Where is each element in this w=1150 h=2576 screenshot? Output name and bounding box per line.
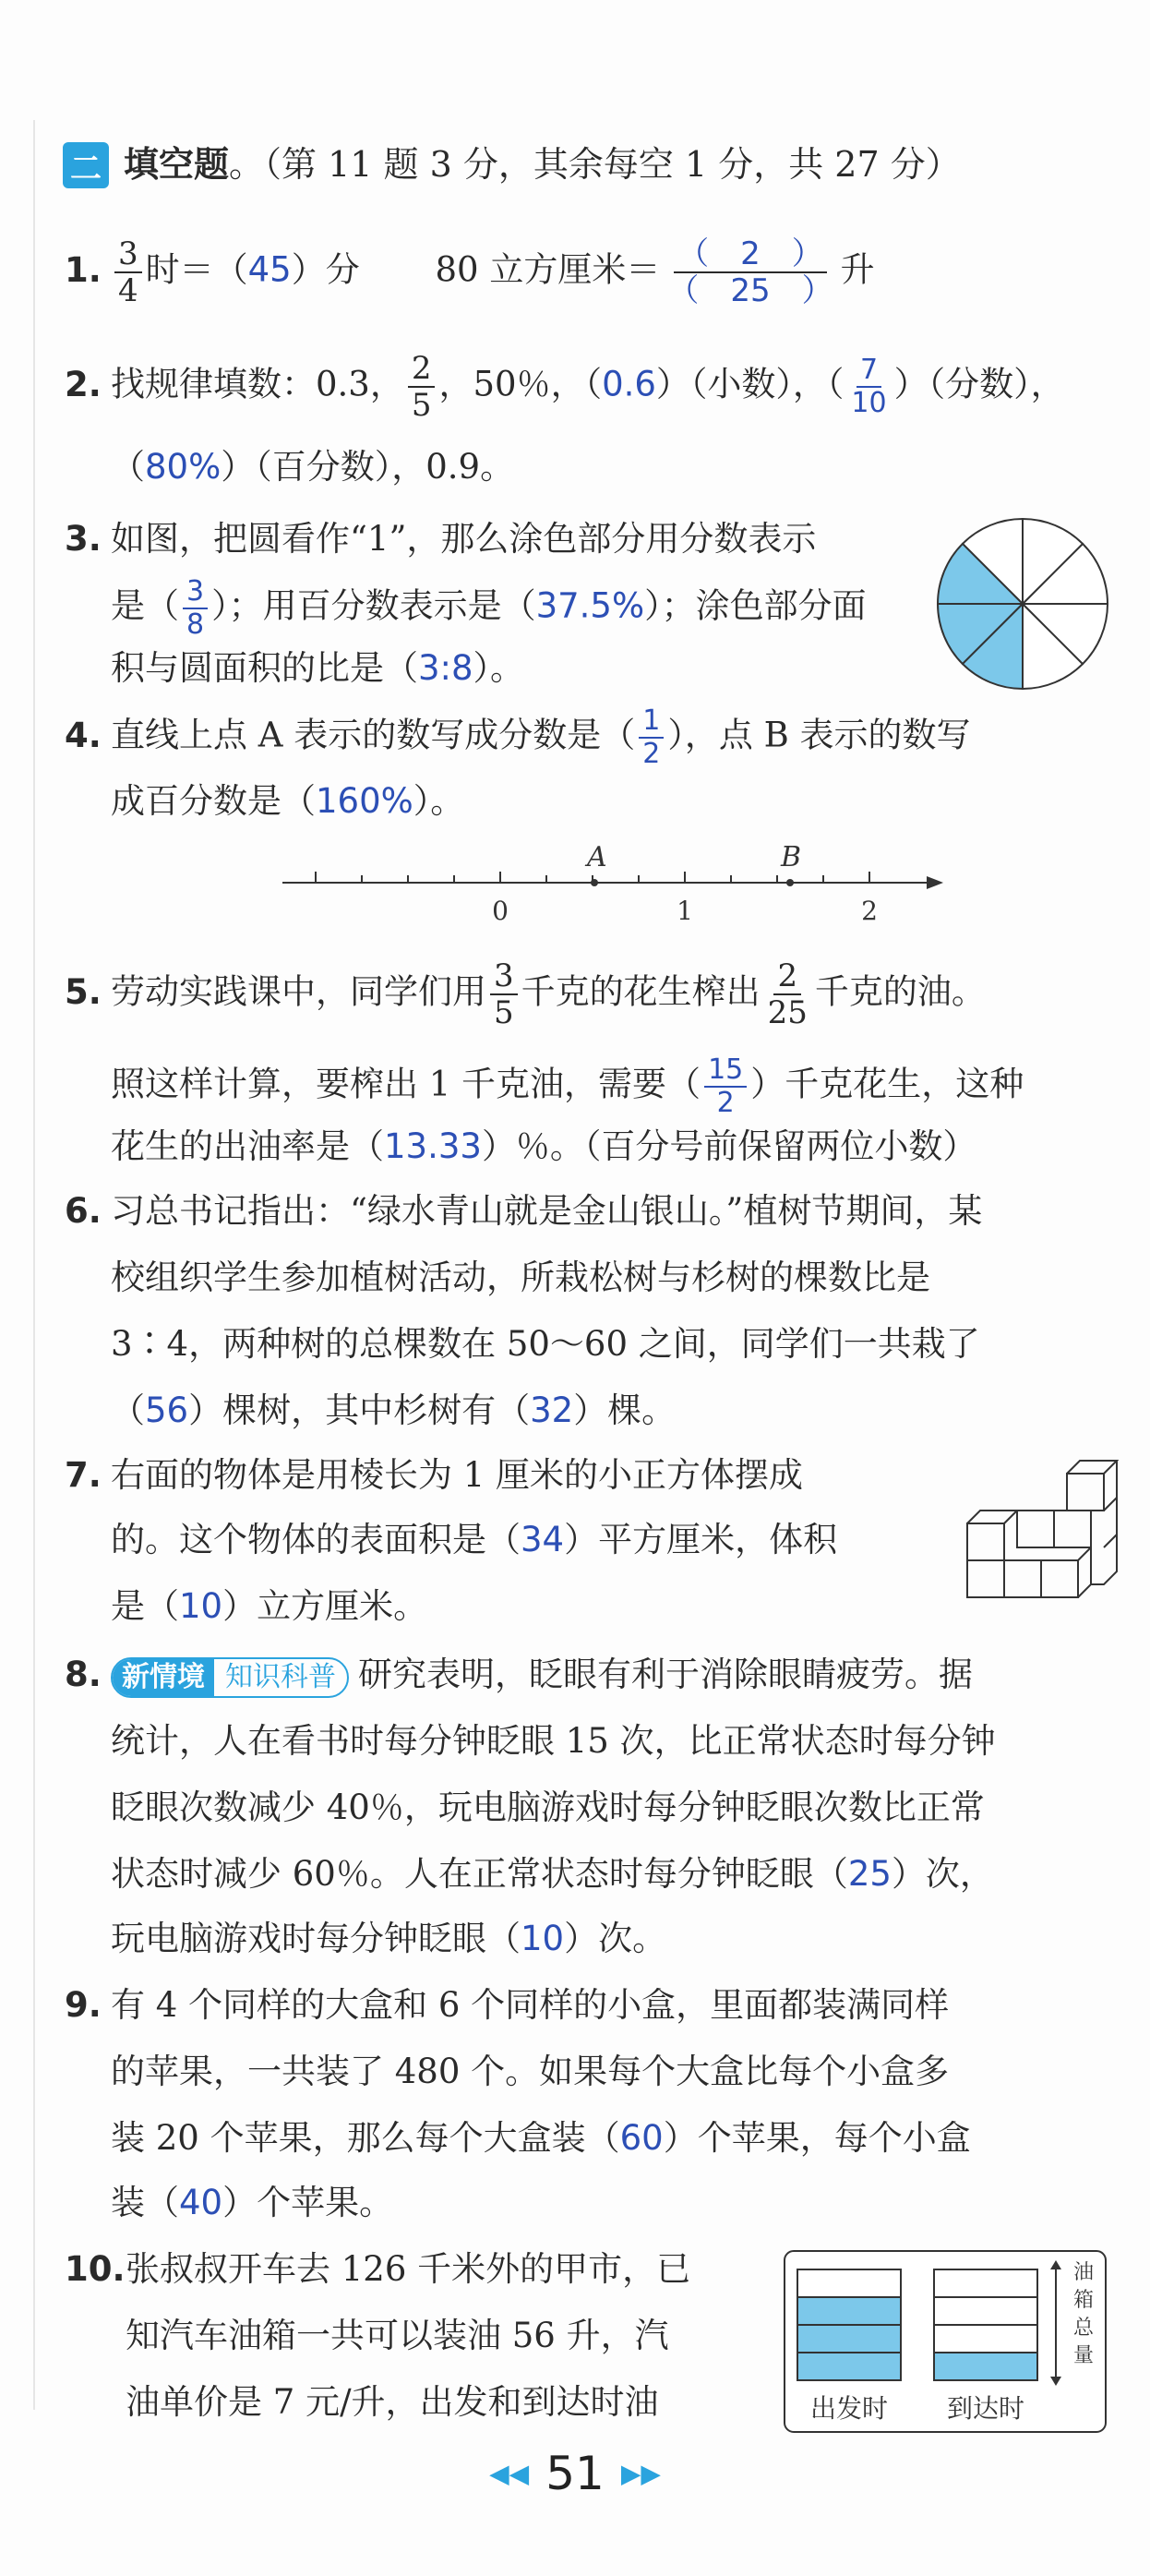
answer: 56: [145, 1390, 189, 1430]
question-9-line-4: 装（40）个苹果。: [111, 2183, 394, 2222]
answer-fraction: $\frac{( 2 )}{( 25 )}$: [667, 235, 833, 309]
question-10: 10.张叔叔开车去 126 千米外的甲市，已: [65, 2244, 690, 2295]
label-start: 出发时: [809, 2393, 889, 2424]
answer: 40: [179, 2183, 223, 2222]
question-8-line-5: 玩电脑游戏时每分钟眨眼（10）次。: [111, 1919, 667, 1958]
question-1: 1. $\frac{3}{4}$ 时＝（45）分 80 立方厘米＝ $\frac{( 2 )}{( 25 )}$ 升: [65, 235, 875, 309]
tank-segment: [934, 2297, 1037, 2325]
question-7: 7. 右面的物体是用棱长为 1 厘米的小正方体摆成: [65, 1450, 803, 1501]
question-3-line-2: 是（ $\frac{3}{8}$ ）；用百分数表示是（37.5%）；涂色部分面: [111, 575, 867, 641]
fuel-tank-figure: [783, 2249, 1108, 2434]
question-2-line-2: （80%）（百分数），0.9。: [111, 447, 515, 487]
cube-figure: [964, 1451, 1120, 1605]
tag-science: 知识科普: [225, 1660, 336, 1693]
tank-segment: [934, 2269, 1037, 2297]
point-b: [786, 879, 794, 886]
answer: 10: [179, 1586, 223, 1626]
question-number: 10.: [65, 2249, 126, 2289]
page-footer: [0, 2447, 1150, 2500]
question-6-line-3: 3∶4，两种树的总棵数在 50～60 之间，同学们一共栽了: [111, 1324, 980, 1364]
answer: 32: [530, 1390, 574, 1430]
section-badge: 二: [63, 142, 109, 188]
tank-end: [934, 2269, 1037, 2380]
question-8-line-4: 状态时减少 60％。人在正常状态时每分钟眨眼（25）次，: [111, 1854, 994, 1894]
answer: 37.5%: [535, 585, 645, 626]
fraction: $\frac{3}{5}$: [490, 960, 518, 1029]
question-6: 6. 习总书记指出：“绿水青山就是金山银山。”植树节期间，某: [65, 1186, 982, 1237]
question-number: 3.: [65, 519, 102, 559]
label-b: B: [781, 841, 802, 873]
answer: 160%: [316, 781, 413, 821]
label-end: 到达时: [946, 2393, 1025, 2424]
tank-segment: [934, 2325, 1037, 2353]
tank-segment: [797, 2325, 901, 2353]
question-9-line-3: 装 20 个苹果，那么每个大盒装（60）个苹果，每个小盒: [111, 2118, 971, 2158]
answer: 80%: [145, 447, 222, 487]
margin-line: [33, 120, 35, 2410]
next-arrow-icon: ▶▶: [620, 2458, 661, 2489]
tank-segment: [797, 2353, 901, 2380]
question-number: 9.: [65, 1985, 102, 2025]
tick-label-0: 0: [492, 896, 509, 926]
question-8-line-3: 眨眼次数减少 40％，玩电脑游戏时每分钟眨眼次数比正常: [111, 1788, 985, 1827]
question-number: 1.: [65, 249, 102, 290]
question-7-line-3: 是（10）立方厘米。: [111, 1586, 428, 1626]
question-3-line-3: 积与圆面积的比是（3:8）。: [111, 648, 525, 688]
answer: 34: [521, 1520, 565, 1559]
question-8-line-2: 统计，人在看书时每分钟眨眼 15 次，比正常状态时每分钟: [111, 1721, 996, 1761]
topic-tag: [111, 1657, 349, 1698]
answer: 45: [247, 249, 292, 290]
answer: 3:8: [418, 648, 473, 688]
page-number: 51: [545, 2447, 605, 2500]
question-9: 9. 有 4 个同样的大盒和 6 个同样的小盒，里面都装满同样: [65, 1980, 949, 2031]
question-4: 4. 直线上点 A 表示的数写成分数是（ $\frac{1}{2}$ ），点 B 表示的数写: [65, 704, 971, 770]
answer: 25: [847, 1854, 892, 1894]
answer-fraction: $\frac{3}{8}$: [183, 578, 208, 639]
question-number: 7.: [65, 1455, 102, 1495]
fraction: $\frac{3}{4}$: [114, 238, 142, 307]
section-title: [124, 138, 961, 190]
question-number: 8.: [65, 1655, 102, 1694]
axis-arrow: [927, 876, 943, 889]
point-a: [591, 879, 598, 886]
section-note: 。（第 11 题 3 分，其余每空 1 分，共 27 分）: [229, 144, 961, 185]
question-5-line-3: 花生的出油率是（13.33）％。（百分号前保留两位小数）: [111, 1126, 977, 1166]
tag-new-context: 新情境: [113, 1659, 214, 1696]
answer-fraction: $\frac{15}{2}$: [704, 1056, 747, 1117]
question-3: 3. 如图，把圆看作“1”，那么涂色部分用分数表示: [65, 513, 816, 565]
question-number: 5.: [65, 971, 102, 1012]
prev-arrow-icon: ◀◀: [489, 2458, 530, 2489]
fraction: $\frac{2}{25}$: [767, 957, 808, 1031]
section-title-text: 填空题: [124, 144, 230, 185]
number-line: [277, 837, 951, 929]
question-9-line-2: 的苹果，一共装了 480 个。如果每个大盒比每个小盒多: [111, 2052, 950, 2091]
tank-segment: [934, 2353, 1037, 2380]
question-number: 2.: [65, 364, 102, 404]
answer-fraction: $\frac{1}{2}$: [639, 707, 664, 768]
tank-segment: [797, 2297, 901, 2325]
tank-start: [797, 2269, 901, 2380]
question-8: 8. 新情境 知识科普 研究表明，眨眼有利于消除眼睛疲劳。据: [65, 1649, 973, 1701]
answer-fraction: $\frac{7}{10}$: [851, 354, 887, 419]
label-a: A: [587, 841, 607, 873]
question-number: 6.: [65, 1191, 102, 1231]
answer: 60: [619, 2118, 664, 2158]
answer: 13.33: [384, 1126, 482, 1166]
question-number: 4.: [65, 715, 102, 755]
question-10-line-2: 知汽车油箱一共可以装油 56 升，汽: [126, 2316, 669, 2355]
tick-label-2: 2: [861, 896, 878, 926]
question-2: 2. 找规律填数：0.3， $\frac{2}{5}$ ，50％，（0.6）（小数），（ $\frac{7}{10}$ ）（分数），: [65, 350, 1065, 424]
question-6-line-4: （56）棵树，其中杉树有（32）棵。: [111, 1390, 677, 1430]
question-5-line-2: 照这样计算，要榨出 1 千克油，需要（ $\frac{15}{2}$ ）千克花生，这种: [111, 1053, 1024, 1119]
answer: 10: [521, 1919, 565, 1958]
tick-label-1: 1: [677, 896, 693, 926]
pie-figure: [932, 513, 1113, 694]
question-7-line-2: 的。这个物体的表面积是（34）平方厘米，体积: [111, 1520, 838, 1559]
tank-segment: [797, 2269, 901, 2297]
question-10-line-3: 油单价是 7 元/升，出发和到达时油: [126, 2382, 659, 2422]
question-4-line-2: 成百分数是（160%）。: [111, 781, 465, 821]
answer: 0.6: [602, 364, 656, 404]
side-label: 油箱总量: [1072, 2261, 1095, 2367]
fraction: $\frac{2}{5}$: [408, 353, 436, 421]
question-6-line-2: 校组织学生参加植树活动，所栽松树与杉树的棵数比是: [111, 1258, 930, 1297]
question-5: 5. 劳动实践课中，同学们用 $\frac{3}{5}$ 千克的花生榨出 $\frac{2}{25}$ 千克的油。: [65, 957, 986, 1031]
